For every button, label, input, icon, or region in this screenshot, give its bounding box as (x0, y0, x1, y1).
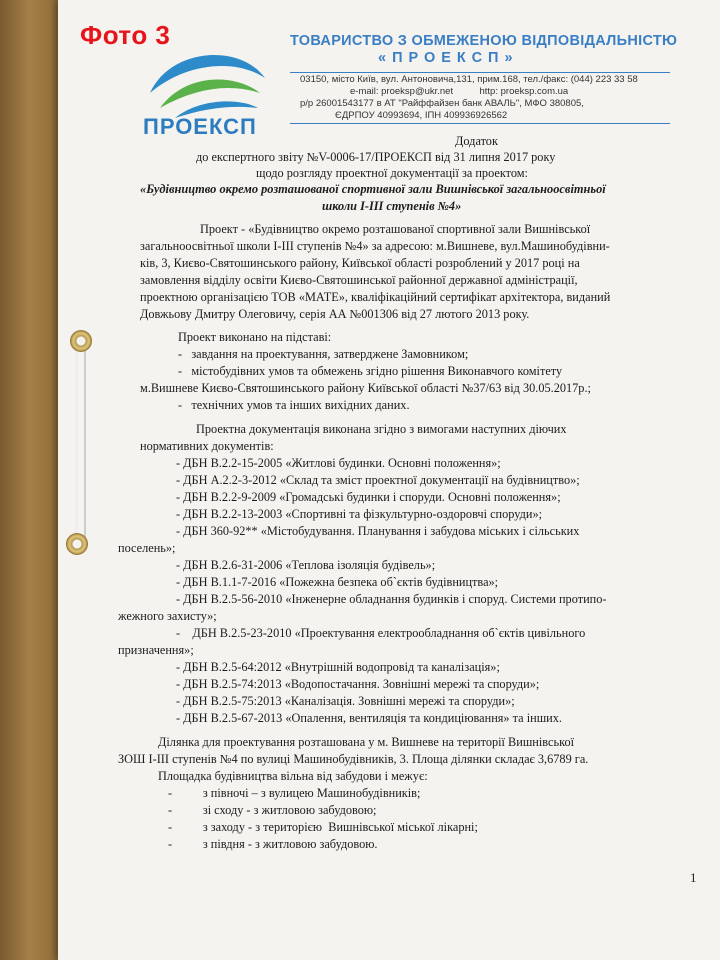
norm-item: - ДБН В.2.5-56-2010 «Інженерне обладнання будинків і споруд. Системи протипо- (176, 592, 607, 606)
norm-item: - ДБН В.2.5-74:2013 «Водопостачання. Зовнішні мережі та споруди»; (176, 677, 540, 691)
basis-line: - завдання на проектування, затверджене Замовником; (178, 347, 469, 361)
norm-item: жежного захисту»; (118, 609, 217, 623)
norm-item: - ДБН В.2.2-13-2003 «Спортивні та фізкультурно-оздоровчі споруди»; (176, 507, 543, 521)
intro-line: Проект - «Будівництво окремо розташованої спортивної зали Вишнівської (200, 222, 591, 236)
norm-item: - ДБН В.2.5-64:2012 «Внутрішній водопровід та каналізація»; (176, 660, 500, 674)
norms-intro-line: Проектна документація виконана згідно з вимогами наступних діючих (196, 422, 567, 436)
company-brand: «ПРОЕКСП» (378, 50, 519, 66)
title-line-1: до експертного звіту №V-0006-17/ПРОЕКСП від 31 липня 2017 року (196, 150, 556, 164)
codes: ЄДРПОУ 40993694, ІПН 409936926562 (335, 110, 508, 121)
intro-line: загальноосвітньої школи І-ІІІ ступенів №4» за адресою: м.Вишневе, вул.Машинобудівни- (140, 239, 610, 253)
norm-item: поселень»; (118, 541, 176, 555)
company-name: ТОВАРИСТВО З ОБМЕЖЕНОЮ ВІДПОВІДАЛЬНІСТЮ (290, 33, 678, 49)
binding-string (75, 340, 86, 540)
addendum-label: Додаток (455, 134, 498, 148)
intro-line: Довжьову Дмитру Олеговичу, серія АА №001306 від 27 лютого 2013 року. (140, 307, 530, 321)
address: 03150, місто Київ, вул. Антоновича,131, прим.168, тел./факс: (044) 223 33 58 (300, 74, 638, 85)
norm-item: - ДБН В.2.6-31-2006 «Теплова ізоляція будівель»; (176, 558, 436, 572)
basis-line: м.Вишневе Києво-Святошинського району Київської області №37/63 від 30.05.2017р.; (140, 381, 591, 395)
site-line: Площадка будівництва вільна від забудови і межує: (158, 769, 428, 783)
norm-item: - ДБН В.2.2-15-2005 «Житлові будинки. Основні положення»; (176, 456, 501, 470)
norm-item: призначення»; (118, 643, 194, 657)
project-title-1: «Будівництво окремо розташованої спортивної зали Вишнівської загальноосвітньої (140, 182, 606, 196)
header-divider (290, 72, 670, 73)
intro-line: проектною організацією ТОВ «МАТЕ», кваліфікаційний сертифікат архітектора, виданий (140, 290, 611, 304)
basis-line: - технічних умов та інших вихідних даних. (178, 398, 410, 412)
title-line-2: щодо розгляду проектної документації за проектом: (256, 166, 528, 180)
site-line: - з півдня - з житловою забудовою. (168, 837, 378, 851)
site-line: - з заходу - з територією Вишнівської міської лікарні; (168, 820, 478, 834)
header-divider-bottom (290, 123, 670, 124)
eyelet-top-icon (70, 330, 92, 352)
intro-line: ків, 3, Києво-Святошинського району, Київської області розроблений у 2017 році на (140, 256, 580, 270)
norm-item: - ДБН А.2.2-3-2012 «Склад та зміст проектної документації на будівництво»; (176, 473, 580, 487)
norm-item: - ДБН В.2.5-67-2013 «Опалення, вентиляція та кондиціювання» та інших. (176, 711, 562, 725)
logo-text: ПРОЕКСП (143, 114, 257, 139)
header-contacts (300, 74, 638, 122)
site-line: ЗОШ І-ІІІ ступенів №4 по вулиці Машинобудівників, 3. Площа ділянки складає 3,6789 га. (118, 752, 589, 766)
norm-item: - ДБН 360-92** «Містобудування. Планування і забудова міських і сільських (176, 524, 580, 538)
email-web: e-mail: proeksp@ukr.net http: proeksp.com.ua (350, 86, 569, 97)
eyelet-bottom-icon (66, 533, 88, 555)
site-line: Ділянка для проектування розташована у м. Вишневе на території Вишнівської (158, 735, 575, 749)
norm-item: - ДБН В.2.2-9-2009 «Громадські будинки і споруди. Основні положення»; (176, 490, 561, 504)
page-number: 1 (690, 870, 697, 885)
norm-item: - ДБН В.2.5-75:2013 «Каналізація. Зовнішні мережі та споруди»; (176, 694, 515, 708)
norm-item: - ДБН В.2.5-23-2010 «Проектування електрообладнання об`єктів цивільного (176, 626, 586, 640)
bank-details: р/р 26001543177 в АТ "Райффайзен банк АВАЛЬ", МФО 380805, (300, 98, 584, 109)
intro-line: замовлення відділу освіти Києво-Святошинської районної державної адміністрації, (140, 273, 578, 287)
norms-intro-line: нормативних документів: (140, 439, 274, 453)
photo-label: Фото 3 (80, 20, 171, 50)
basis-line: - містобудівних умов та обмежень згідно рішення Виконавчого комітету (178, 364, 563, 378)
basis-line: Проект виконано на підставі: (178, 330, 332, 344)
norm-item: - ДБН В.1.1-7-2016 «Пожежна безпека об`єктів будівництва»; (176, 575, 499, 589)
site-line: - зі сходу - з житловою забудовою; (168, 803, 377, 817)
site-line: - з півночі – з вулицею Машинобудівників; (168, 786, 421, 800)
project-title-2: школи І-ІІІ ступенів №4» (322, 199, 462, 213)
